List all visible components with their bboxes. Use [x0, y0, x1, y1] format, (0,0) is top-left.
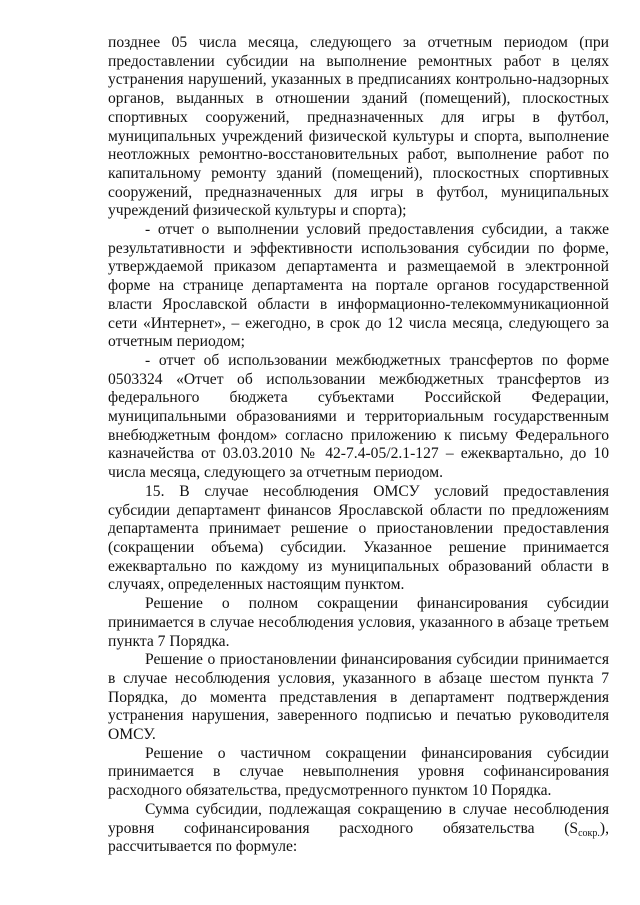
paragraph-clause-15: 15. В случае несоблюдения ОМСУ условий предоставления субсидии департамент финансов Ярославской области по предложениям департамента принимает решение о приостановлении предоставления (сокращении объема) субсидии. Указанное решение принимается ежеквартально по каждому из муниципальных образований области в случаях, определенных настоящим пунктом.	[108, 482, 609, 594]
paragraph-suspension: Решение о приостановлении финансирования субсидии принимается в случае несоблюдения условия, указанного в абзаце шестом пункта 7 Порядка, до момента представления в департамент подтверждения устранения нарушения, заверенного подписью и печатью руководителя ОМСУ.	[108, 651, 609, 744]
paragraph-report-conditions: - отчет о выполнении условий предоставления субсидии, а также результативности и эффективности использования субсидии по форме, утверждаемой приказом департамента и размещаемой в электронной форме на странице департамента на портале органов государственной власти Ярославской области в информационно-телекоммуникационной сети «Интернет», – ежегодно, в срок до 12 числа месяца, следующего за отчетным периодом;	[108, 221, 609, 351]
document-page	[108, 34, 609, 857]
paragraph-report-transfers: - отчет об использовании межбюджетных трансфертов по форме 0503324 «Отчет об использовании межбюджетных трансфертов из федерального бюджета субъектами Российской Федерации, муниципальными образованиями и территориальным государственным внебюджетным фондом» согласно приложению к письму Федерального казначейства от 03.03.2010 № 42-7.4-05/2.1-127 – ежеквартально, до 10 числа месяца, следующего за отчетным периодом.	[108, 351, 609, 482]
paragraph-partial-reduction: Решение о частичном сокращении финансирования субсидии принимается в случае невыполнения уровня софинансирования расходного обязательства, предусмотренного пунктом 10 Порядка.	[108, 744, 609, 800]
s-subscript: сокр.	[578, 827, 600, 839]
paragraph-reporting-deadline: позднее 05 числа месяца, следующего за отчетным периодом (при предоставлении субсидии на выполнение ремонтных работ в целях устранения нарушений, указанных в предписаниях контрольно-надзорных органов, выданных в отношении зданий (помещений), плоскостных спортивных сооружений, предназначенных для игры в футбол, муниципальных учреждений физической культуры и спорта, выполнение неотложных ремонтно-восстановительных работ, выполнение работ по капитальному ремонту зданий (помещений), плоскостных спортивных сооружений, предназначенных для игры в футбол, муниципальных учреждений физической культуры и спорта);	[108, 34, 609, 220]
formula-intro-text: Сумма субсидии, подлежащая сокращению в случае несоблюдения уровня софинансирования расходного обязательства (S	[108, 800, 609, 837]
paragraph-full-reduction: Решение о полном сокращении финансирования субсидии принимается в случае несоблюдения условия, указанного в абзаце третьем пункта 7 Порядка.	[108, 595, 609, 650]
formula-intro-text-end: ), рассчитывается по формуле:	[108, 819, 609, 856]
paragraph-reduction-formula-intro	[108, 801, 609, 857]
